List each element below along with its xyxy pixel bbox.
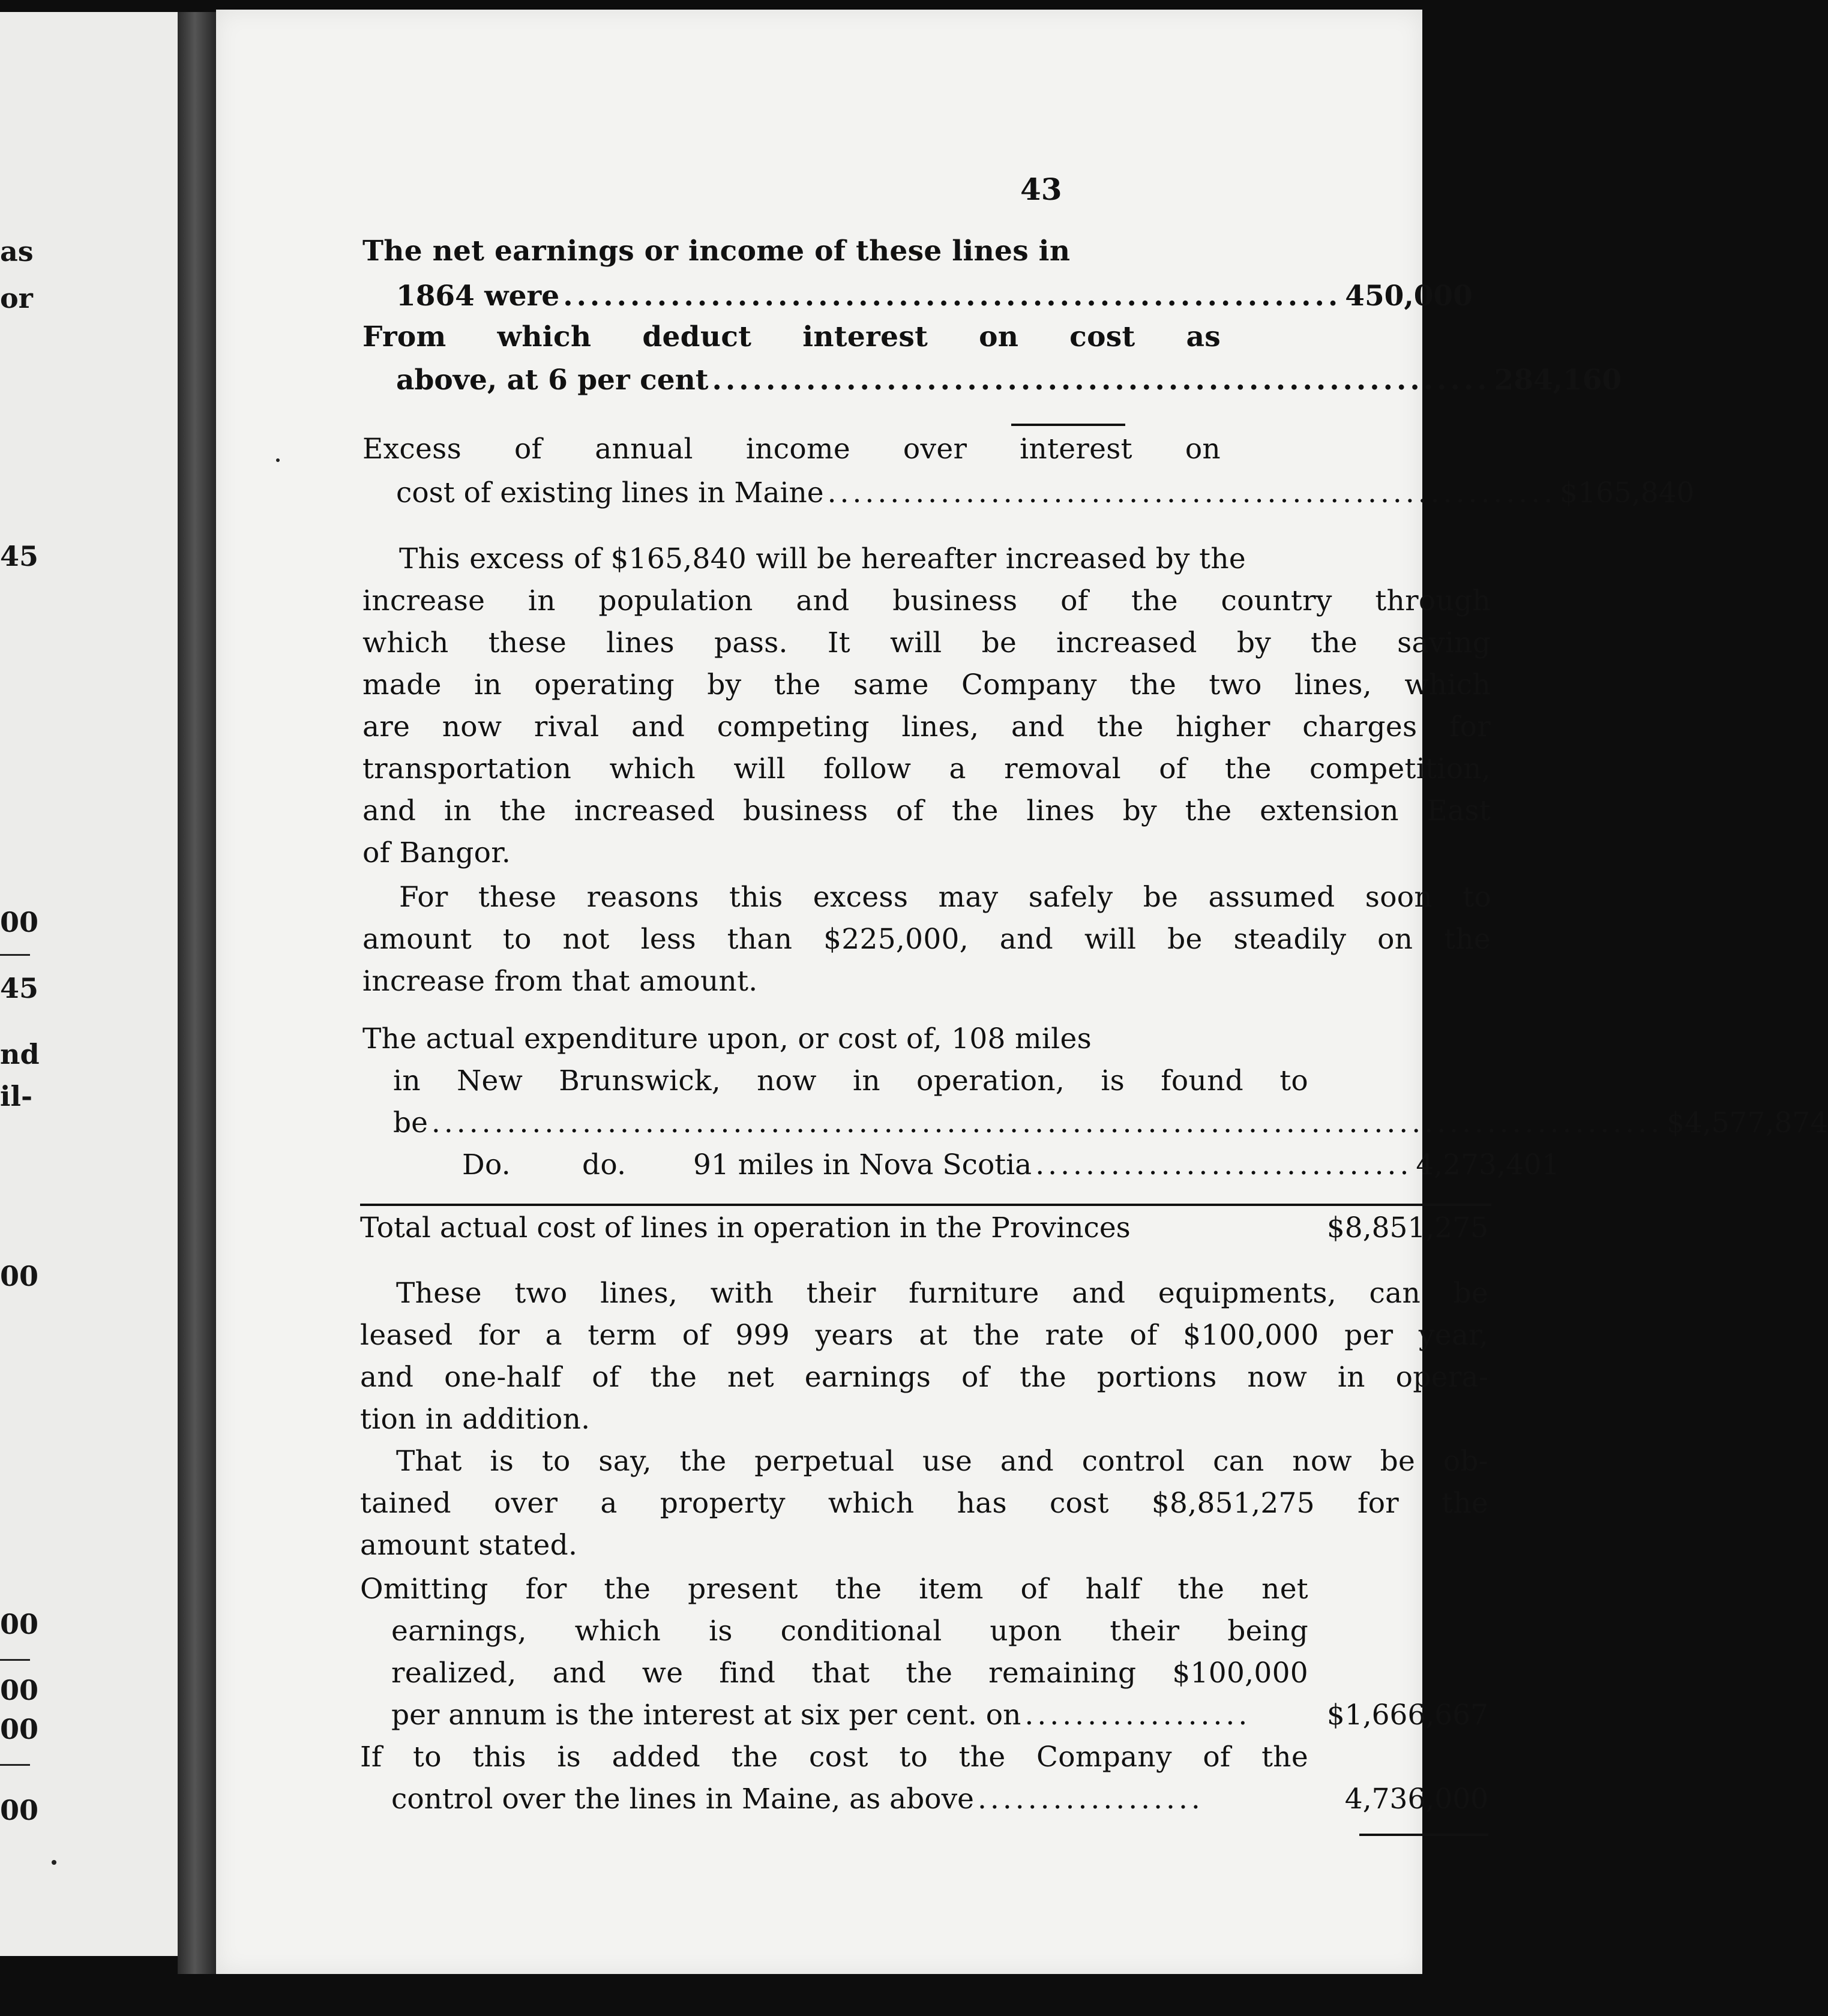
left-fragment: 00 xyxy=(0,906,39,938)
ledger-row xyxy=(391,1783,1488,1816)
ledger-row xyxy=(391,1699,1488,1732)
left-fragment: or xyxy=(0,282,33,314)
para4-line: That is to say, the perpetual use and control can now be ob- xyxy=(396,1445,1488,1478)
leader-dots: .......................................................... xyxy=(712,364,1491,397)
book-spine xyxy=(178,12,221,1974)
para2-line: amount to not less than $225,000, and will be steadily on the xyxy=(362,923,1491,956)
leader-dots: .................. xyxy=(1024,1699,1251,1732)
total-rule xyxy=(360,1204,1491,1206)
para3-line: leased for a term of 999 years at the rate of $100,000 per year, xyxy=(360,1319,1488,1352)
block3-line1: The actual expenditure upon, or cost of, 108 miles xyxy=(362,1022,1092,1055)
para3-line: and one-half of the net earnings of the portions now in opera- xyxy=(360,1361,1488,1394)
left-fragment: as xyxy=(0,235,34,268)
para1-line: and in the increased business of the lines by the extension East xyxy=(362,794,1491,827)
left-fragment: 00 xyxy=(0,1674,39,1706)
total-amount: $8,851,275 xyxy=(1326,1211,1488,1244)
ledger-amount: 450,000 xyxy=(1345,280,1473,313)
ledger-row xyxy=(396,280,1473,313)
block1-line1: The net earnings or income of these lines in xyxy=(362,235,1071,268)
left-fragment: 45 xyxy=(0,540,39,572)
ledger-row xyxy=(396,476,1695,509)
para3-line: These two lines, with their furniture and equipments, can be xyxy=(396,1277,1488,1310)
ledger-row xyxy=(693,1148,1560,1181)
leader-dots: .......................................................... xyxy=(563,280,1342,313)
left-rule xyxy=(0,1659,30,1661)
para1-line: which these lines pass. It will be increased by the saving xyxy=(362,626,1491,659)
block3-line2: in New Brunswick, now in operation, is found to xyxy=(393,1064,1308,1097)
para1-line: transportation which will follow a removal of the competition, xyxy=(362,752,1491,785)
para3-line: tion in addition. xyxy=(360,1403,591,1436)
para1-line: This excess of $165,840 will be hereafter increased by the xyxy=(399,542,1246,575)
block4-line3: realized, and we find that the remaining $100,000 xyxy=(391,1657,1308,1690)
block4-line1: Omitting for the present the item of half the net xyxy=(360,1573,1308,1606)
left-fragment: 00 xyxy=(0,1713,39,1745)
leader-dots: .............................. xyxy=(1035,1148,1413,1181)
ink-speck xyxy=(276,458,280,462)
ledger-amount: $4,577,874 xyxy=(1667,1106,1828,1139)
ledger-amount: $165,840 xyxy=(1560,476,1695,509)
total-row xyxy=(360,1211,1488,1244)
block1-line3: From which deduct interest on cost as xyxy=(362,320,1221,353)
ditto-col2: do. xyxy=(582,1148,627,1181)
ledger-text: 91 miles in Nova Scotia xyxy=(693,1148,1032,1181)
ledger-text: per annum is the interest at six per cent. on xyxy=(391,1699,1021,1732)
para1-line: made in operating by the same Company the two lines, which xyxy=(362,668,1491,701)
para1-line: increase in population and business of the country through xyxy=(362,584,1491,617)
left-rule xyxy=(0,1764,30,1766)
ledger-amount: $1,666,667 xyxy=(1326,1699,1488,1732)
ledger-text: be xyxy=(393,1106,428,1139)
block2-line1: Excess of annual income over interest on xyxy=(362,433,1221,466)
leader-dots: .................. xyxy=(977,1783,1204,1816)
para4-line: amount stated. xyxy=(360,1529,578,1562)
para1-line: are now rival and competing lines, and the higher charges for xyxy=(362,710,1491,743)
para1-line: of Bangor. xyxy=(362,836,511,869)
total-text: Total actual cost of lines in operation in the Provinces xyxy=(360,1211,1131,1244)
ledger-row xyxy=(396,364,1622,397)
left-fragment: 00 xyxy=(0,1260,39,1292)
ledger-text: cost of existing lines in Maine xyxy=(396,476,824,509)
left-fragment: nd xyxy=(0,1038,40,1070)
ink-speck xyxy=(52,1860,56,1865)
ledger-row xyxy=(393,1106,1828,1139)
left-rule xyxy=(0,954,30,956)
para2-line: For these reasons this excess may safely be assumed soon to xyxy=(399,881,1491,914)
ledger-text: above, at 6 per cent xyxy=(396,364,709,397)
page-number: 43 xyxy=(1020,172,1062,207)
left-facing-page xyxy=(0,12,179,1956)
ledger-amount: 4,736,000 xyxy=(1344,1783,1488,1816)
sum-rule xyxy=(1011,424,1125,426)
left-fragment: 00 xyxy=(0,1608,39,1640)
ledger-amount: 4,273,401 xyxy=(1416,1148,1560,1181)
ditto-col1: Do. xyxy=(462,1148,511,1181)
left-fragment: il- xyxy=(0,1080,33,1112)
ledger-amount: 284,160 xyxy=(1494,364,1622,397)
para2-line: increase from that amount. xyxy=(362,965,758,998)
leader-dots: .......................................................... xyxy=(827,476,1557,509)
sum-rule xyxy=(1359,1834,1488,1836)
para4-line: tained over a property which has cost $8,851,275 for the xyxy=(360,1487,1488,1520)
left-fragment: 45 xyxy=(0,972,39,1004)
ledger-text: control over the lines in Maine, as above xyxy=(391,1783,974,1816)
block4-line2: earnings, which is conditional upon their being xyxy=(391,1615,1308,1648)
block4-line5: If to this is added the cost to the Company of the xyxy=(360,1741,1308,1774)
left-fragment: 00 xyxy=(0,1794,39,1826)
document-page xyxy=(216,10,1828,1974)
leader-dots: .................................................................................................. xyxy=(431,1106,1664,1139)
ledger-text: 1864 were xyxy=(396,280,560,313)
